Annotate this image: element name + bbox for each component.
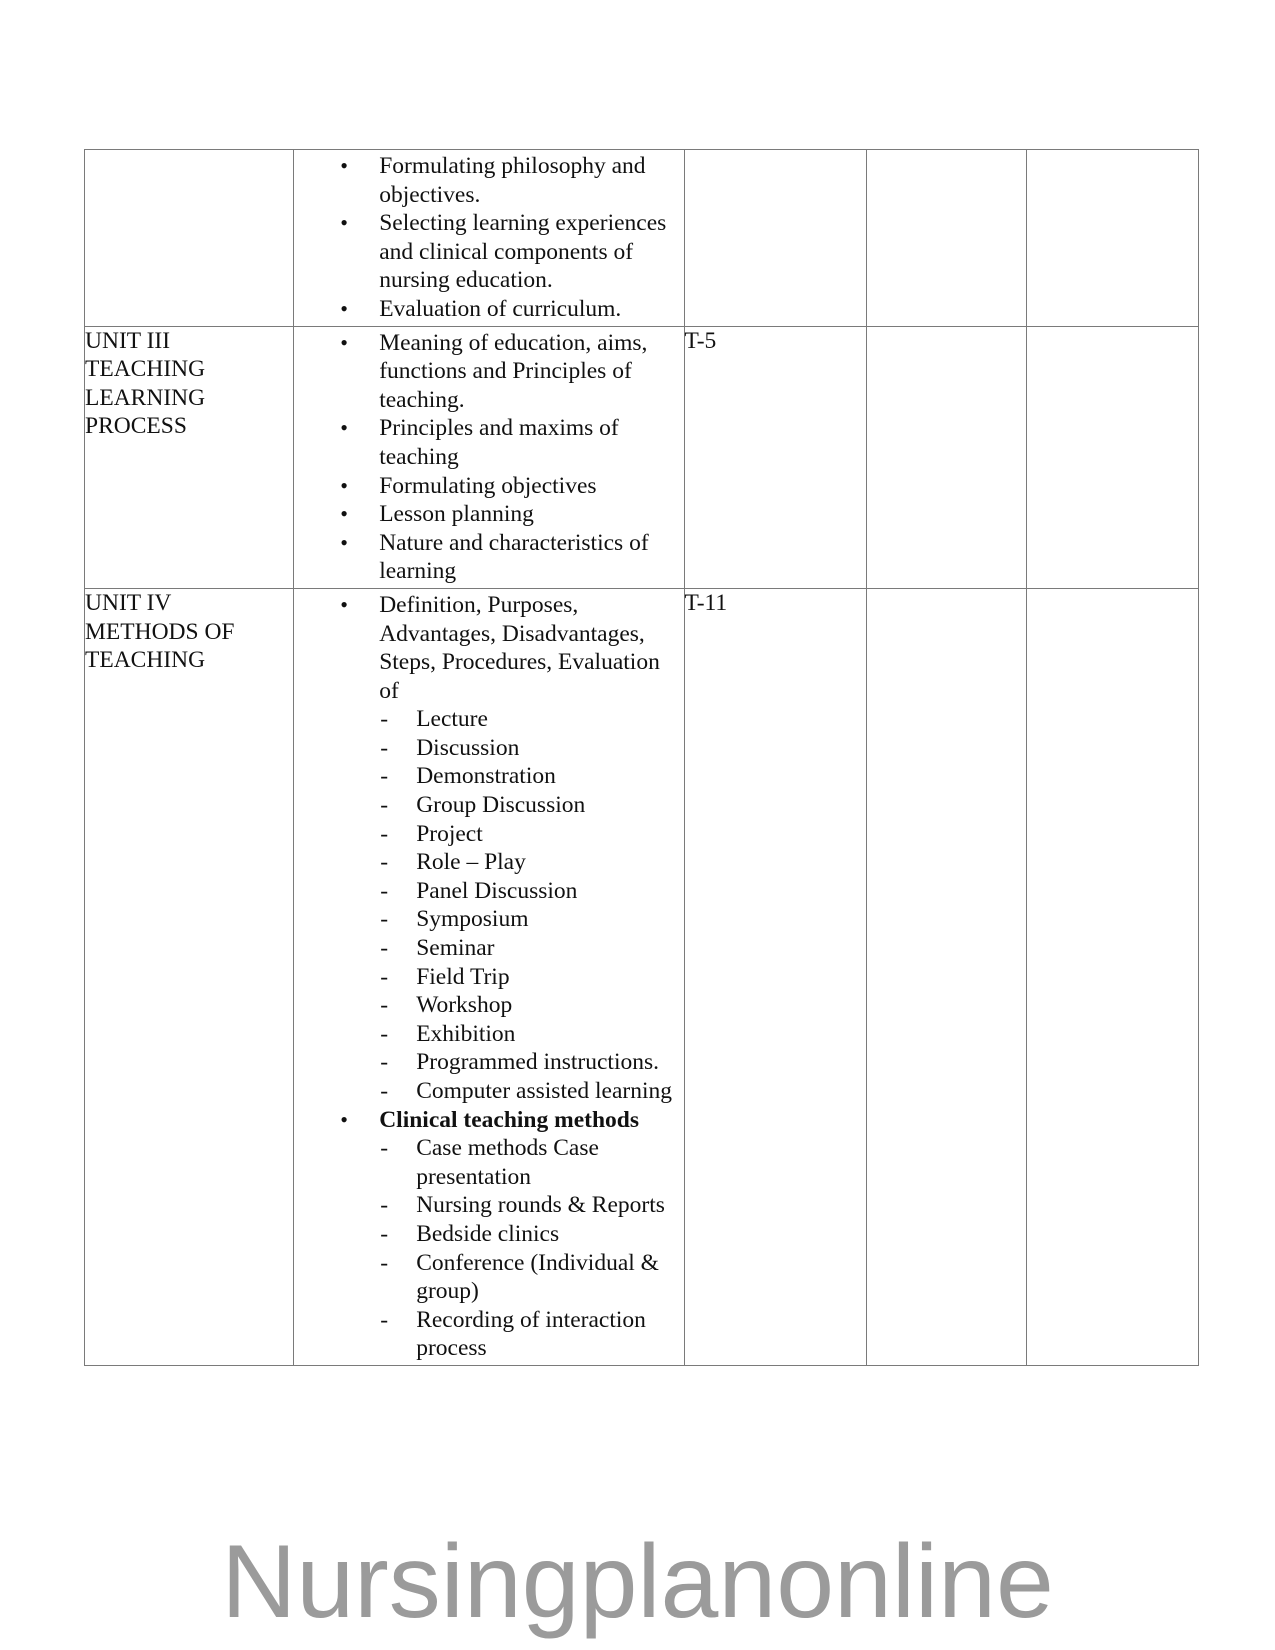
topic-text: Selecting learning experiences and clinical components of nursing education. — [379, 210, 667, 294]
subtopic-item: - Group Discussion — [379, 791, 675, 820]
topic-item — [294, 209, 675, 295]
subtopic-item: - Project — [379, 820, 675, 849]
subtopic-item: - Panel Discussion — [379, 877, 675, 906]
topic-text: Definition, Purposes, Advantages, Disadvantages, Steps, Procedures, Evaluation of — [379, 591, 660, 704]
subtopic-item: - Nursing rounds & Reports — [379, 1191, 675, 1220]
unit-title-line: PROCESS — [85, 413, 187, 440]
subtopic-item: - Role – Play — [379, 848, 675, 877]
topic-text: Meaning of education, aims, functions and Principles of teaching. — [379, 329, 648, 413]
teaching-code-cell — [684, 326, 866, 588]
subtopic-item: - Symposium — [379, 905, 675, 934]
topic-item — [294, 591, 675, 1106]
subtopic-item: - Lecture — [379, 705, 675, 734]
subtopic-item: - Exhibition — [379, 1020, 675, 1049]
empty-cell — [866, 150, 1026, 327]
topic-text: Formulating objectives — [379, 472, 597, 499]
teaching-code-cell — [684, 588, 866, 1365]
topic-item — [294, 414, 675, 471]
subtopic-item: - Bedside clinics — [379, 1220, 675, 1249]
unit-title-line: METHODS OF — [85, 618, 235, 645]
subtopic-item: - Field Trip — [379, 963, 675, 992]
unit-title-line: TEACHING — [85, 647, 206, 674]
topic-list — [294, 150, 683, 326]
topic-text: Formulating philosophy and objectives. — [379, 153, 646, 208]
topic-text: Clinical teaching methods — [379, 1106, 639, 1133]
subtopic-item: - Conference (Individual & group) — [379, 1249, 675, 1306]
unit-cell — [85, 150, 294, 327]
topic-item — [294, 1106, 675, 1363]
unit-cell — [85, 588, 294, 1365]
subtopic-item: - Programmed instructions. — [379, 1048, 675, 1077]
subtopic-item: - Computer assisted learning — [379, 1077, 675, 1106]
subtopic-list — [379, 1134, 675, 1363]
watermark: Nursingplanonline — [221, 1524, 1054, 1640]
topic-item — [294, 500, 675, 529]
subtopic-item: - Case methods Case presentation — [379, 1134, 675, 1191]
topics-cell — [294, 588, 684, 1365]
subtopic-item: - Recording of interaction process — [379, 1306, 675, 1363]
unit-title-line: LEARNING — [85, 384, 206, 411]
table-row — [85, 326, 1199, 588]
empty-cell — [1026, 326, 1198, 588]
teaching-code: T-5 — [684, 327, 717, 354]
unit-title-line: TEACHING — [85, 356, 206, 383]
topic-list — [294, 327, 683, 588]
table-row — [85, 588, 1199, 1365]
subtopic-item: - Discussion — [379, 734, 675, 763]
table-row — [85, 150, 1199, 327]
subtopic-item: - Demonstration — [379, 762, 675, 791]
topic-item — [294, 329, 675, 415]
topic-item — [294, 529, 675, 586]
syllabus-table-body — [85, 150, 1199, 1366]
topic-text: Evaluation of curriculum. — [379, 295, 622, 322]
unit-cell — [85, 326, 294, 588]
subtopic-item: - Seminar — [379, 934, 675, 963]
topic-list — [294, 589, 683, 1365]
unit-title-line: UNIT IV — [85, 589, 172, 616]
topic-item — [294, 472, 675, 501]
topics-cell — [294, 150, 684, 327]
topics-cell — [294, 326, 684, 588]
topic-item — [294, 295, 675, 324]
topic-text: Lesson planning — [379, 501, 534, 528]
empty-cell — [1026, 150, 1198, 327]
teaching-code-cell — [684, 150, 866, 327]
unit-title-line: UNIT III — [85, 327, 171, 354]
topic-text: Nature and characteristics of learning — [379, 529, 649, 585]
subtopic-list — [379, 705, 675, 1105]
empty-cell — [1026, 588, 1198, 1365]
topic-item — [294, 152, 675, 209]
empty-cell — [866, 326, 1026, 588]
syllabus-table — [84, 149, 1199, 1366]
teaching-code: T-11 — [684, 589, 728, 616]
empty-cell — [866, 588, 1026, 1365]
subtopic-item: - Workshop — [379, 991, 675, 1020]
topic-text: Principles and maxims of teaching — [379, 415, 619, 470]
